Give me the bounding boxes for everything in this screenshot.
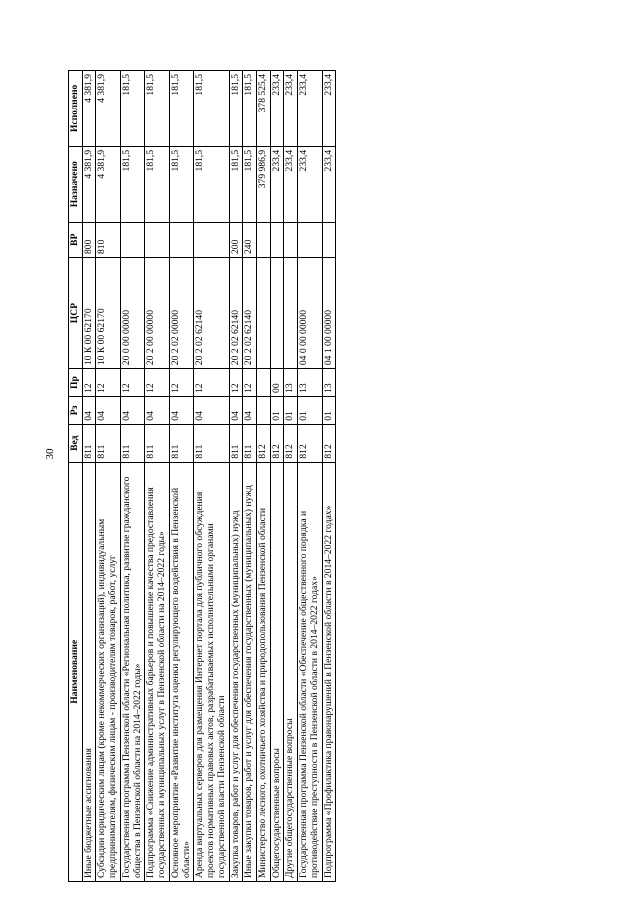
cell-pr: 12 [82, 369, 96, 397]
table-row [96, 71, 120, 882]
cell-isp: 233,4 [322, 71, 336, 147]
cell-vr: 240 [243, 222, 257, 257]
cell-ved: 812 [284, 424, 298, 462]
cell-csr [284, 258, 298, 369]
cell-rz: 04 [194, 396, 229, 424]
header-isp: Исполнено [69, 71, 83, 147]
cell-isp: 181,5 [243, 71, 257, 147]
cell-pr: 12 [145, 369, 169, 397]
cell-name: Основное мероприятие «Развитие института оценки регулирующего воздействия в Пензенской области» [169, 462, 193, 881]
cell-csr: 20 2 02 62140 [243, 258, 257, 369]
page-number: 30 [44, 448, 56, 460]
cell-rz: 04 [243, 396, 257, 424]
header-vr: ВР [69, 222, 83, 257]
cell-nazn: 181,5 [194, 146, 229, 222]
cell-vr [169, 222, 193, 257]
budget-table-container [68, 70, 608, 882]
cell-nazn: 181,5 [145, 146, 169, 222]
cell-rz [257, 396, 271, 424]
cell-nazn: 233,4 [298, 146, 322, 222]
cell-name: Субсидии юридическим лицам (кроме некоммерческих организаций), индивидуальным предпринимателям, физическим лицам - производителям товаров, работ, услуг [96, 462, 120, 881]
cell-vr [284, 222, 298, 257]
cell-pr: 12 [120, 369, 144, 397]
table-row [257, 71, 271, 882]
header-nazn: Назначено [69, 146, 83, 222]
header-ved: Вед [69, 424, 83, 462]
cell-name: Иные бюджетные ассигнования [82, 462, 96, 881]
cell-csr: 20 2 00 00000 [145, 258, 169, 369]
cell-isp: 181,5 [120, 71, 144, 147]
cell-ved: 811 [120, 424, 144, 462]
cell-name: Министерство лесного, охотничьего хозяйства и природопользования Пензенской области [257, 462, 271, 881]
cell-csr [270, 258, 284, 369]
header-pr: Пр [69, 369, 83, 397]
table-row [229, 71, 243, 882]
cell-nazn: 181,5 [229, 146, 243, 222]
cell-name: Закупка товаров, работ и услуг для обеспечения государственных (муниципальных) нужд [229, 462, 243, 881]
cell-csr: 20 2 02 62140 [229, 258, 243, 369]
cell-rz: 01 [270, 396, 284, 424]
table-row [322, 71, 336, 882]
cell-rz: 01 [284, 396, 298, 424]
budget-table [68, 70, 336, 882]
cell-pr: 12 [169, 369, 193, 397]
cell-vr: 200 [229, 222, 243, 257]
cell-csr: 04 0 00 00000 [298, 258, 322, 369]
cell-csr: 20 2 02 00000 [169, 258, 193, 369]
cell-isp: 181,5 [145, 71, 169, 147]
cell-ved: 811 [96, 424, 120, 462]
cell-nazn: 181,5 [120, 146, 144, 222]
cell-rz: 04 [120, 396, 144, 424]
cell-csr: 10 К 00 62170 [82, 258, 96, 369]
cell-isp: 181,5 [229, 71, 243, 147]
cell-vr: 810 [96, 222, 120, 257]
cell-isp: 378 525,4 [257, 71, 271, 147]
cell-name: Другие общегосударственные вопросы [284, 462, 298, 881]
table-row [284, 71, 298, 882]
cell-nazn: 4 381,9 [82, 146, 96, 222]
cell-nazn: 233,4 [270, 146, 284, 222]
cell-rz: 01 [298, 396, 322, 424]
cell-vr [322, 222, 336, 257]
table-row [243, 71, 257, 882]
cell-ved: 811 [229, 424, 243, 462]
cell-rz: 04 [229, 396, 243, 424]
cell-csr: 04 1 00 00000 [322, 258, 336, 369]
table-row [120, 71, 144, 882]
cell-name: Аренда виртуальных серверов для размещения Интернет портала для публичного обсуждения проектов нормативных правовых актов, разрабатываемых исполнительными органами государственной власти Пензенской области [194, 462, 229, 881]
cell-name: Подпрограмма «Снижение административных барьеров и повышение качества предоставления государственных и муниципальных услуг в Пензенской области на 2014–2022 годы» [145, 462, 169, 881]
cell-nazn: 181,5 [169, 146, 193, 222]
cell-ved: 812 [298, 424, 322, 462]
cell-name: Государственная программа Пензенской области «Обеспечение общественного порядка и противодействие преступности в Пензенской области в 2014–2022 годах» [298, 462, 322, 881]
cell-pr: 12 [243, 369, 257, 397]
cell-pr: 12 [194, 369, 229, 397]
cell-nazn: 4 381,9 [96, 146, 120, 222]
cell-name: Государственная программа Пензенской области «Региональная политика, развитие гражданского общества в Пензенской области на 2014–2022 годы» [120, 462, 144, 881]
cell-pr: 00 [270, 369, 284, 397]
table-row [298, 71, 322, 882]
header-rz: Рз [69, 396, 83, 424]
cell-isp: 181,5 [194, 71, 229, 147]
cell-nazn: 233,4 [322, 146, 336, 222]
cell-ved: 812 [270, 424, 284, 462]
cell-rz: 04 [169, 396, 193, 424]
cell-pr: 12 [229, 369, 243, 397]
cell-pr: 13 [298, 369, 322, 397]
cell-pr: 13 [322, 369, 336, 397]
cell-rz: 04 [145, 396, 169, 424]
cell-ved: 812 [322, 424, 336, 462]
cell-vr [298, 222, 322, 257]
table-row [145, 71, 169, 882]
cell-name: Подпрограмма «Профилактика правонарушений в Пензенской области в 2014–2022 годах» [322, 462, 336, 881]
cell-nazn: 181,5 [243, 146, 257, 222]
cell-ved: 811 [194, 424, 229, 462]
cell-vr [145, 222, 169, 257]
cell-isp: 233,4 [270, 71, 284, 147]
table-row [82, 71, 96, 882]
cell-ved: 811 [169, 424, 193, 462]
cell-isp: 4 381,9 [96, 71, 120, 147]
cell-csr: 10 К 00 62170 [96, 258, 120, 369]
cell-csr: 20 2 02 62140 [194, 258, 229, 369]
header-csr: ЦСР [69, 258, 83, 369]
table-row [270, 71, 284, 882]
cell-csr: 20 0 00 00000 [120, 258, 144, 369]
table-row [194, 71, 229, 882]
cell-isp: 233,4 [284, 71, 298, 147]
cell-rz: 04 [82, 396, 96, 424]
cell-nazn: 233,4 [284, 146, 298, 222]
cell-vr [270, 222, 284, 257]
table-row [169, 71, 193, 882]
header-name: Наименование [69, 462, 83, 881]
cell-vr: 800 [82, 222, 96, 257]
cell-pr: 13 [284, 369, 298, 397]
cell-ved: 811 [145, 424, 169, 462]
cell-ved: 811 [243, 424, 257, 462]
cell-vr [257, 222, 271, 257]
cell-vr [120, 222, 144, 257]
cell-nazn: 379 986,9 [257, 146, 271, 222]
cell-isp: 181,5 [169, 71, 193, 147]
cell-name: Иные закупки товаров, работ и услуг для обеспечения государственных (муниципальных) нужд [243, 462, 257, 881]
cell-isp: 4 381,9 [82, 71, 96, 147]
cell-rz: 01 [322, 396, 336, 424]
cell-rz: 04 [96, 396, 120, 424]
cell-pr [257, 369, 271, 397]
table-header-row [69, 71, 83, 882]
cell-ved: 811 [82, 424, 96, 462]
cell-pr: 12 [96, 369, 120, 397]
cell-name: Общегосударственные вопросы [270, 462, 284, 881]
cell-vr [194, 222, 229, 257]
cell-csr [257, 258, 271, 369]
cell-ved: 812 [257, 424, 271, 462]
cell-isp: 233,4 [298, 71, 322, 147]
